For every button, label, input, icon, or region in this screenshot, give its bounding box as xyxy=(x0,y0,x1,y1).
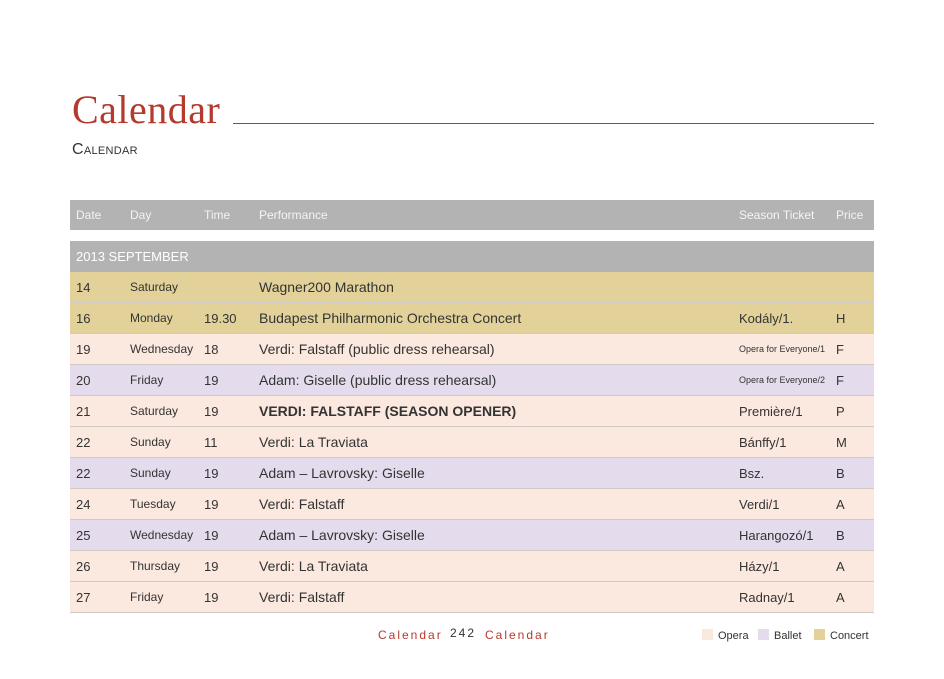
table-row xyxy=(70,365,874,396)
opera-swatch xyxy=(702,629,713,640)
row-price: A xyxy=(836,590,845,605)
row-day: Friday xyxy=(130,373,164,387)
page-title: Calendar xyxy=(72,87,221,132)
month-heading xyxy=(70,241,874,272)
ballet-swatch xyxy=(758,629,769,640)
row-day: Thursday xyxy=(130,559,181,573)
row-time: 18 xyxy=(204,342,219,357)
row-day: Saturday xyxy=(130,404,179,418)
row-day: Sunday xyxy=(130,435,171,449)
row-performance: Verdi: Falstaff xyxy=(259,496,345,512)
header-price: Price xyxy=(836,208,864,222)
row-day: Friday xyxy=(130,590,164,604)
footer-left-label: Calendar xyxy=(378,628,443,642)
header-date: Date xyxy=(76,208,102,222)
row-season-ticket: Verdi/1 xyxy=(739,497,780,512)
row-performance: Verdi: La Traviata xyxy=(259,558,368,574)
month-label: 2013 SEPTEMBER xyxy=(76,249,189,264)
header-day: Day xyxy=(130,208,152,222)
header-performance: Performance xyxy=(259,208,328,222)
row-price: M xyxy=(836,435,847,450)
header-season-ticket: Season Ticket xyxy=(739,208,815,222)
table-row xyxy=(70,272,874,303)
row-day: Monday xyxy=(130,311,173,325)
title-rule xyxy=(233,123,874,124)
row-performance: VERDI: FALSTAFF (SEASON OPENER) xyxy=(259,403,517,419)
row-season-ticket: Bsz. xyxy=(739,466,765,481)
page-number: 242 xyxy=(450,626,477,640)
row-performance: Wagner200 Marathon xyxy=(259,279,394,295)
row-date: 27 xyxy=(76,590,91,605)
row-date: 22 xyxy=(76,435,91,450)
row-performance: Adam – Lavrovsky: Giselle xyxy=(259,527,425,543)
row-season-ticket: Bánffy/1 xyxy=(739,435,787,450)
row-performance: Verdi: La Traviata xyxy=(259,434,368,450)
table-row xyxy=(70,489,874,520)
row-date: 14 xyxy=(76,280,91,295)
table-row xyxy=(70,520,874,551)
title-row xyxy=(72,88,874,132)
concert-swatch xyxy=(814,629,825,640)
row-performance: Verdi: Falstaff xyxy=(259,589,345,605)
row-date: 25 xyxy=(76,528,91,543)
page-subtitle: Calendar xyxy=(72,141,138,158)
calendar-rows xyxy=(70,272,874,613)
row-date: 26 xyxy=(76,559,91,574)
table-row xyxy=(70,427,874,458)
row-time: 19 xyxy=(204,528,219,543)
row-price: A xyxy=(836,497,845,512)
table-row xyxy=(70,334,874,365)
row-day: Sunday xyxy=(130,466,171,480)
row-season-ticket: Radnay/1 xyxy=(739,590,795,605)
row-performance: Budapest Philharmonic Orchestra Concert xyxy=(259,310,522,326)
row-day: Wednesday xyxy=(130,342,194,356)
legend-opera xyxy=(702,629,749,642)
row-season-ticket: Opera for Everyone/2 xyxy=(739,375,826,385)
row-season-ticket: Kodály/1. xyxy=(739,311,794,326)
row-date: 19 xyxy=(76,342,91,357)
row-date: 20 xyxy=(76,373,91,388)
row-performance: Verdi: Falstaff (public dress rehearsal) xyxy=(259,341,495,357)
legend-ballet-label: Ballet xyxy=(774,630,802,642)
row-time: 11 xyxy=(204,435,218,450)
row-day: Wednesday xyxy=(130,528,194,542)
row-price: B xyxy=(836,528,845,543)
row-time: 19.30 xyxy=(204,311,237,326)
legend-concert-label: Concert xyxy=(830,630,869,642)
legend-concert xyxy=(814,629,869,642)
row-day: Tuesday xyxy=(130,497,176,511)
header-time: Time xyxy=(204,208,231,222)
row-date: 22 xyxy=(76,466,91,481)
row-date: 21 xyxy=(76,404,91,419)
row-price: F xyxy=(836,373,844,388)
row-time: 19 xyxy=(204,373,219,388)
row-date: 16 xyxy=(76,311,91,326)
row-time: 19 xyxy=(204,559,219,574)
legend-ballet xyxy=(758,629,802,642)
row-time: 19 xyxy=(204,497,219,512)
row-price: B xyxy=(836,466,845,481)
table-row xyxy=(70,458,874,489)
row-time: 19 xyxy=(204,590,219,605)
row-season-ticket: Première/1 xyxy=(739,404,803,419)
row-price: F xyxy=(836,342,844,357)
row-performance: Adam – Lavrovsky: Giselle xyxy=(259,465,425,481)
row-time: 19 xyxy=(204,404,219,419)
table-row xyxy=(70,396,874,427)
row-season-ticket: Házy/1 xyxy=(739,559,780,574)
row-time: 19 xyxy=(204,466,219,481)
row-date: 24 xyxy=(76,497,91,512)
row-season-ticket: Harangozó/1 xyxy=(739,528,814,543)
row-price: H xyxy=(836,311,846,326)
row-day: Saturday xyxy=(130,280,179,294)
legend-opera-label: Opera xyxy=(718,630,749,642)
row-price: A xyxy=(836,559,845,574)
page-footer xyxy=(0,626,944,646)
row-performance: Adam: Giselle (public dress rehearsal) xyxy=(259,372,497,388)
row-price: P xyxy=(836,404,845,419)
table-row xyxy=(70,303,874,334)
footer-right-label: Calendar xyxy=(485,628,550,642)
row-season-ticket: Opera for Everyone/1 xyxy=(739,344,826,354)
table-header xyxy=(70,200,874,230)
table-row xyxy=(70,551,874,582)
table-row xyxy=(70,582,874,613)
